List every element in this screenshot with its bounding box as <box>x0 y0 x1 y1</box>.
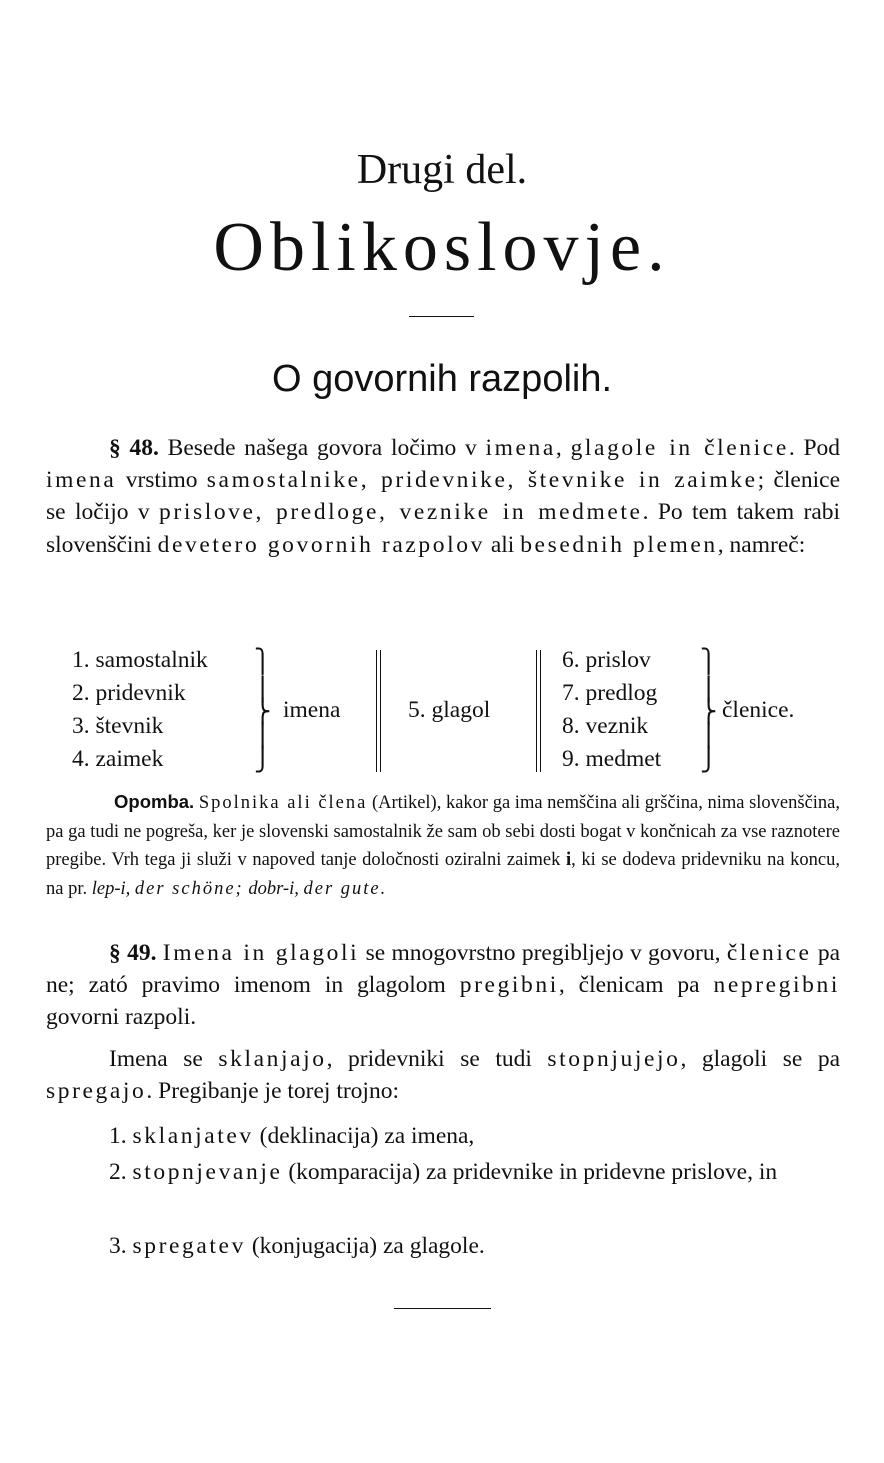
paragraph-imena: Imena se sklanjajo, pridevniki se tudi stopnjujejo, glagoli se pa spregajo. Pregibanje je torej trojno: <box>46 1046 840 1105</box>
note: Opomba. Spolnika ali člena (Artikel), kakor ga ima nemščina ali grščina, nima slovenščina, pa ga tudi ne pogreša, ker je slovenski samostalnik že sam ob sebi dosti bogat v končnicah za vse raznotere pregibe. Vrh tega ji služi v napoved tanje določnosti oziralni zaimek i, ki se dodeva pridevniku na koncu, na pr. lep-i, der schöne; dobr-i, der gute. <box>46 791 841 899</box>
right-brace: ⎭ <box>700 747 718 772</box>
right-brace: ⎪ <box>700 677 718 702</box>
right-brace: ⎬ <box>254 699 272 724</box>
group-label-imena: imena <box>283 697 341 723</box>
list-item: 9. medmet <box>562 746 662 772</box>
list-item: 5. glagol <box>408 697 491 723</box>
list-item: 8. veznik <box>562 713 649 739</box>
list-item: 2. stopnjevanje (komparacija) za pridevnike in pridevne prislove, in <box>109 1159 778 1185</box>
section-number: § 48. <box>109 435 159 461</box>
list-item: 2. pridevnik <box>72 680 186 706</box>
column-divider <box>540 650 541 772</box>
list-item: 1. samostalnik <box>72 647 208 673</box>
right-brace: ⎪ <box>700 723 718 748</box>
list-item: 3. števnik <box>72 713 164 739</box>
group-label-clenice: členice. <box>722 697 795 723</box>
right-brace: ⎪ <box>254 723 272 748</box>
column-divider <box>380 650 381 772</box>
end-divider <box>394 1308 491 1309</box>
paragraph-49: § 49. Imena in glagoli se mnogovrstno pregibljejo v govoru, členice pa ne; zató pravimo imenom in glagolom pregibni, členicam pa nepregibni govorni razpoli. <box>46 940 841 1031</box>
paragraph-48: § 48. Besede našega govora ločimo v imena, glagole in členice. Pod imena vrstimo samostalnike, pridevnike, števnike in zaimke; členice se ločijo v prislove, predloge, veznike in medmete. Po tem takem rabi slovenščini devetero govornih razpolov ali besednih plemen, namreč: <box>46 435 841 558</box>
column-divider <box>376 650 377 772</box>
right-brace: ⎫ <box>254 649 272 674</box>
list-item: 3. spregatev (konjugacija) za glagole. <box>109 1233 485 1259</box>
section-heading: O govornih razpolih. <box>271 358 613 400</box>
list-item: 4. zaimek <box>72 746 164 772</box>
right-brace: ⎫ <box>700 649 718 674</box>
column-divider <box>536 650 537 772</box>
right-brace: ⎭ <box>254 747 272 772</box>
list-item: 7. predlog <box>562 680 658 706</box>
list-item: 6. prislov <box>562 647 651 673</box>
list-item: 1. sklanjatev (deklinacija) za imena, <box>109 1123 475 1149</box>
right-brace: ⎪ <box>254 677 272 702</box>
title-divider <box>409 316 474 317</box>
part-title: Drugi del. <box>356 147 528 193</box>
section-number: § 49. <box>109 940 157 966</box>
main-title: Oblikoslovje. <box>213 209 671 286</box>
note-label: Opomba. <box>114 791 195 812</box>
right-brace: ⎬ <box>700 699 718 724</box>
